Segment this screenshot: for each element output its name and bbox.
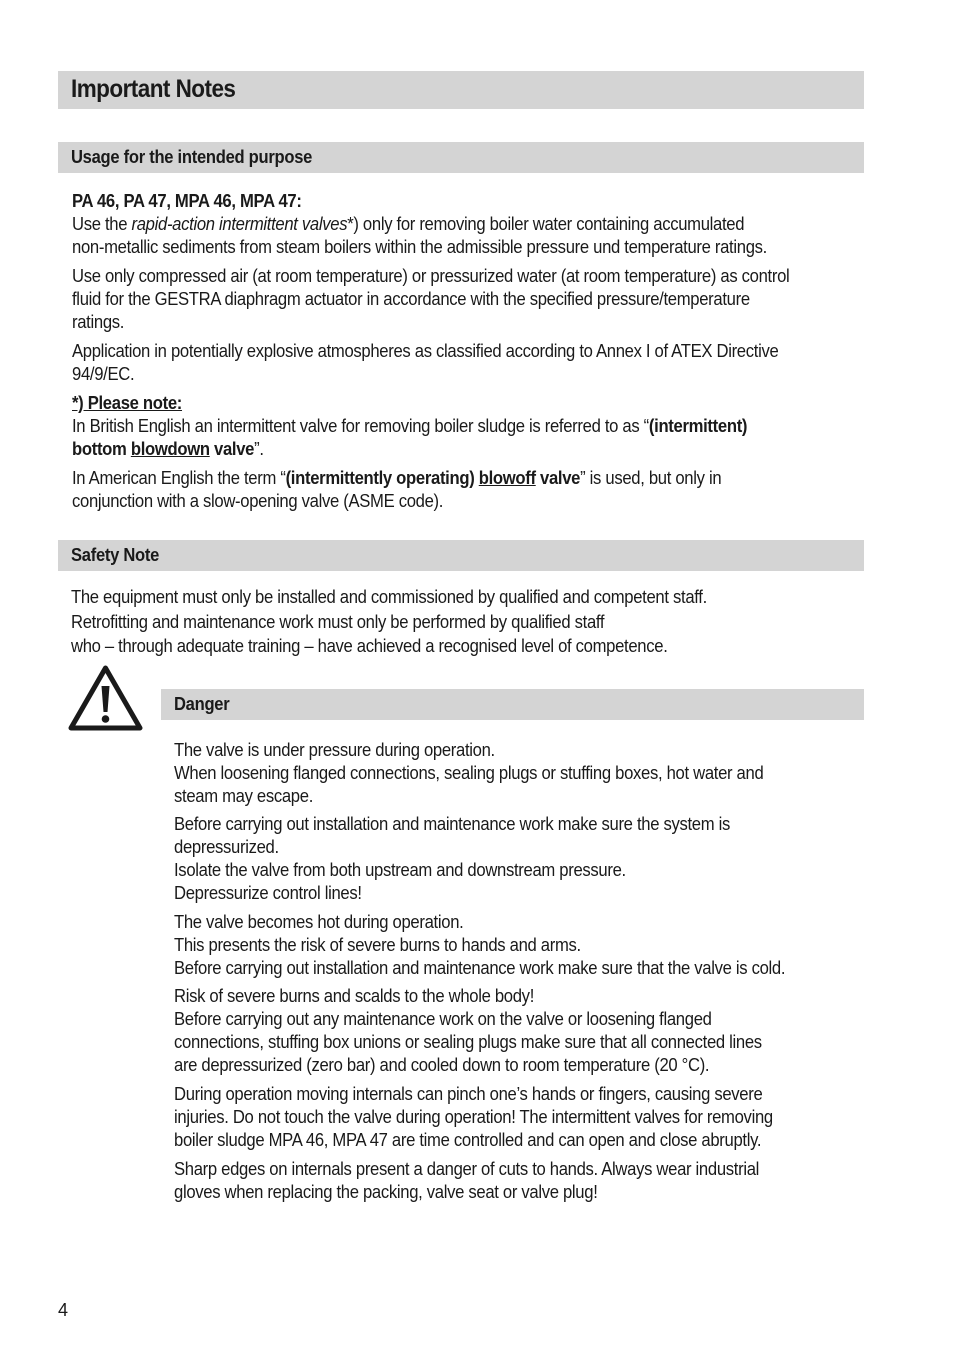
danger-line: depressurized. bbox=[174, 836, 279, 857]
usage-para-3-line-2: 94/9/EC. bbox=[72, 363, 135, 384]
danger-line: Before carrying out installation and maintenance work make sure the system is bbox=[174, 813, 731, 834]
warning-triangle-icon bbox=[67, 664, 144, 732]
text-span: *) only for removing boiler water containing accumulated bbox=[347, 213, 745, 234]
danger-line: Depressurize control lines! bbox=[174, 882, 362, 903]
danger-line: The valve becomes hot during operation. bbox=[174, 911, 464, 932]
text-span: Use the bbox=[72, 213, 132, 234]
italic-term: rapid-action intermittent valves bbox=[131, 213, 348, 234]
note-para-2-line-1 bbox=[72, 466, 721, 489]
danger-line: steam may escape. bbox=[174, 785, 314, 806]
usage-heading: Usage for the intended purpose bbox=[71, 147, 313, 167]
danger-line: connections, stuffing box unions or sealing plugs make sure that all connected lines bbox=[174, 1031, 762, 1052]
usage-para-1-line-1 bbox=[72, 212, 767, 235]
text-span: ” is used, but only in bbox=[580, 467, 722, 488]
underlined-term: blowoff bbox=[478, 467, 536, 488]
usage-block-3 bbox=[72, 339, 778, 385]
danger-line: Isolate the valve from both upstream and downstream pressure. bbox=[174, 859, 626, 880]
danger-line: When loosening flanged connections, sealing plugs or stuffing boxes, hot water and bbox=[174, 762, 764, 783]
note-block-1 bbox=[72, 391, 747, 460]
danger-para-4 bbox=[174, 984, 762, 1076]
note-para-1-line-1 bbox=[72, 414, 747, 437]
usage-para-2-line-1: Use only compressed air (at room temperature) or pressurized water (at room temperature) as control bbox=[72, 265, 790, 286]
safety-line-2: Retrofitting and maintenance work must only be performed by qualified staff bbox=[71, 610, 605, 632]
safety-heading-bar bbox=[58, 540, 864, 571]
danger-para-3 bbox=[174, 910, 785, 979]
danger-heading: Danger bbox=[174, 694, 230, 714]
bold-term: (intermittent) bbox=[648, 415, 748, 436]
usage-block-1 bbox=[72, 189, 767, 258]
usage-block-2 bbox=[72, 264, 789, 333]
usage-heading-bar bbox=[58, 142, 864, 173]
usage-para-1-line-2: non-metallic sediments from steam boilers within the admissible pressure und temperature ratings. bbox=[72, 236, 767, 257]
page-number: 4 bbox=[58, 1300, 69, 1320]
note-para-2-line-2: conjunction with a slow-opening valve (ASME code). bbox=[72, 490, 444, 511]
danger-para-6 bbox=[174, 1157, 759, 1203]
page-title-bar bbox=[58, 71, 864, 109]
usage-para-3-line-1: Application in potentially explosive atmospheres as classified according to Annex I of ATEX Directive bbox=[72, 340, 779, 361]
danger-line: Sharp edges on internals present a danger of cuts to hands. Always wear industrial bbox=[174, 1158, 760, 1179]
bold-term: bottom bbox=[72, 438, 131, 459]
danger-line: are depressurized (zero bar) and cooled down to room temperature (20 °C). bbox=[174, 1054, 710, 1075]
bold-term: valve bbox=[209, 438, 255, 459]
danger-line: boiler sludge MPA 46, MPA 47 are time controlled and can open and close abruptly. bbox=[174, 1129, 762, 1150]
danger-line: Risk of severe burns and scalds to the whole body! bbox=[174, 985, 535, 1006]
danger-line: This presents the risk of severe burns to hands and arms. bbox=[174, 934, 581, 955]
note-para-1-line-2 bbox=[72, 437, 747, 460]
safety-line-1: The equipment must only be installed and commissioned by qualified and competent staff. bbox=[71, 586, 707, 607]
danger-heading-bar bbox=[161, 689, 864, 720]
bold-term: (intermittently operating) bbox=[285, 467, 479, 488]
underlined-term: blowdown bbox=[130, 438, 210, 459]
safety-heading: Safety Note bbox=[71, 545, 160, 565]
usage-para-2-line-2: fluid for the GESTRA diaphragm actuator in accordance with the specified pressure/temperature bbox=[72, 288, 750, 309]
danger-para-5 bbox=[174, 1082, 773, 1151]
danger-line: Before carrying out any maintenance work on the valve or loosening flanged bbox=[174, 1008, 712, 1029]
usage-para-2-line-3: ratings. bbox=[72, 311, 125, 332]
danger-line: Before carrying out installation and maintenance work make sure that the valve is cold. bbox=[174, 957, 786, 978]
bold-term: valve bbox=[535, 467, 581, 488]
page-title: Important Notes bbox=[71, 75, 236, 103]
danger-para-2 bbox=[174, 812, 730, 904]
text-span: In American English the term “ bbox=[72, 467, 286, 488]
danger-line: gloves when replacing the packing, valve seat or valve plug! bbox=[174, 1181, 598, 1202]
note-heading: *) Please note: bbox=[72, 392, 183, 413]
danger-line: The valve is under pressure during operation. bbox=[174, 739, 495, 760]
safety-block bbox=[71, 585, 707, 659]
models-line: PA 46, PA 47, MPA 46, MPA 47: bbox=[72, 190, 302, 211]
danger-para-1 bbox=[174, 738, 763, 807]
danger-line: injuries. Do not touch the valve during operation! The intermittent valves for removing bbox=[174, 1106, 773, 1127]
note-block-2 bbox=[72, 466, 721, 512]
text-span: In British English an intermittent valve for removing boiler sludge is referred to as “ bbox=[72, 415, 649, 436]
safety-line-3: who – through adequate training – have achieved a recognised level of competence. bbox=[71, 635, 668, 656]
danger-line: During operation moving internals can pinch one’s hands or fingers, causing severe bbox=[174, 1083, 763, 1104]
text-span: ”. bbox=[254, 438, 264, 459]
